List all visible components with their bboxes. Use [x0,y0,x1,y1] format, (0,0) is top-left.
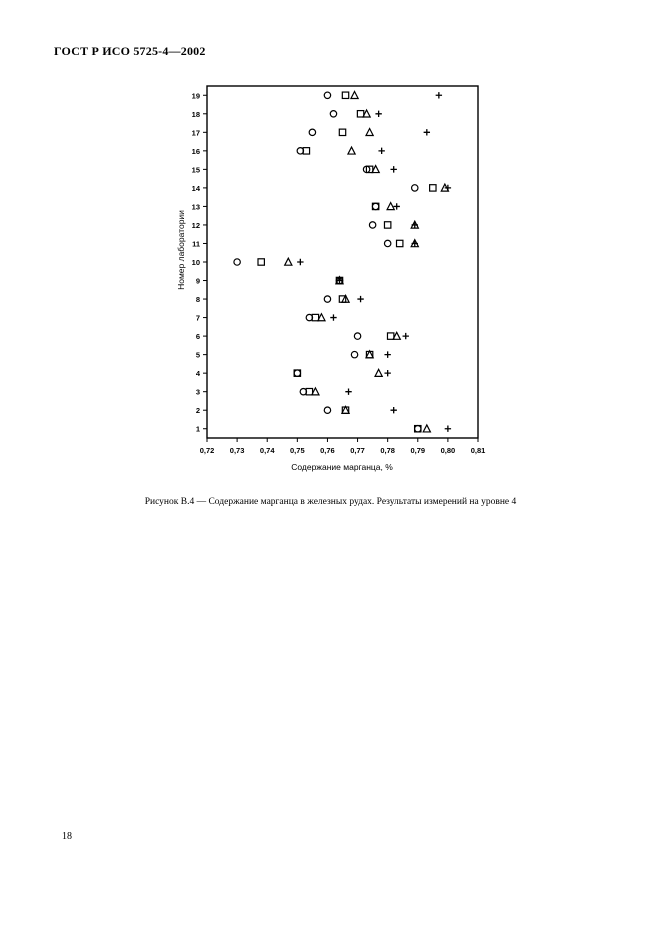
triangle-marker [375,369,382,376]
plus-marker [390,407,396,413]
triangle-marker [423,425,430,432]
plus-marker [394,203,400,209]
plus-marker [403,333,409,339]
triangle-marker [366,129,373,136]
document-header: ГОСТ Р ИСО 5725-4—2002 [54,44,206,58]
square-marker [342,92,348,98]
x-tick-label: 0,79 [410,446,426,455]
x-tick-label: 0,72 [199,446,215,455]
y-tick-label: 2 [195,406,200,416]
x-tick-label: 0,73 [229,446,245,455]
y-tick-label: 15 [191,165,200,175]
plus-marker [412,222,418,228]
circle-marker [294,370,300,376]
circle-marker [234,259,240,265]
y-tick-label: 16 [191,146,200,156]
triangle-marker [351,91,358,98]
chart-points [234,91,451,431]
square-marker [430,185,436,191]
circle-marker [372,203,378,209]
x-tick-label: 0,77 [350,446,365,455]
y-tick-label: 8 [195,295,200,305]
plus-marker [390,166,396,172]
circle-marker [324,92,330,98]
plus-marker [384,351,390,357]
triangle-marker [387,203,394,210]
circle-marker [354,333,360,339]
plus-marker [375,111,381,117]
plus-marker [357,296,363,302]
figure-caption: Рисунок В.4 — Содержание марганца в железных рудах. Результаты измерений на уровне 4 [144,497,517,507]
circle-marker [330,111,336,117]
plus-marker [445,426,451,432]
page-number: 18 [62,831,72,842]
y-tick-label: 11 [192,239,200,249]
square-marker [258,259,264,265]
x-tick-label: 0,75 [290,446,305,455]
y-tick-label: 9 [195,276,200,286]
triangle-marker [348,147,355,154]
y-tick-label: 14 [191,183,200,193]
circle-marker [384,240,390,246]
y-tick-label: 10 [191,258,200,267]
square-marker [339,129,345,135]
y-tick-label: 5 [195,350,200,360]
y-axis-label: Номер лаборатории [176,210,186,290]
plus-marker [424,129,430,135]
plus-marker [378,148,384,154]
y-tick-label: 3 [195,387,200,397]
square-marker [357,111,363,117]
circle-marker [351,351,357,357]
x-tick-label: 0,80 [440,446,456,455]
x-axis-label: Содержание марганца, % [291,462,393,472]
y-tick-label: 1 [195,424,200,434]
circle-marker [369,222,375,228]
plus-marker [436,92,442,98]
y-tick-label: 17 [191,128,200,138]
x-tick-label: 0,76 [320,446,335,455]
y-tick-label: 7 [195,313,200,323]
plus-marker [330,314,336,320]
circle-marker [324,407,330,413]
circle-marker [415,426,421,432]
plus-marker [412,240,418,246]
x-tick-label: 0,78 [380,446,395,455]
plus-marker [345,388,351,394]
plus-marker [297,259,303,265]
y-tick-label: 13 [191,202,200,212]
chart-axes [192,86,486,455]
circle-marker [412,185,418,191]
square-marker [387,333,393,339]
y-tick-label: 18 [191,109,200,119]
square-marker [397,240,403,246]
plus-marker [384,370,390,376]
y-tick-label: 6 [195,332,200,342]
x-tick-label: 0,81 [470,446,486,455]
y-tick-label: 4 [195,369,200,379]
circle-marker [309,129,315,135]
triangle-marker [285,258,292,265]
y-tick-label: 12 [191,220,200,230]
circle-marker [324,296,330,302]
y-tick-label: 19 [191,91,200,101]
square-marker [384,222,390,228]
plot-frame [207,86,478,438]
x-tick-label: 0,74 [259,446,275,455]
